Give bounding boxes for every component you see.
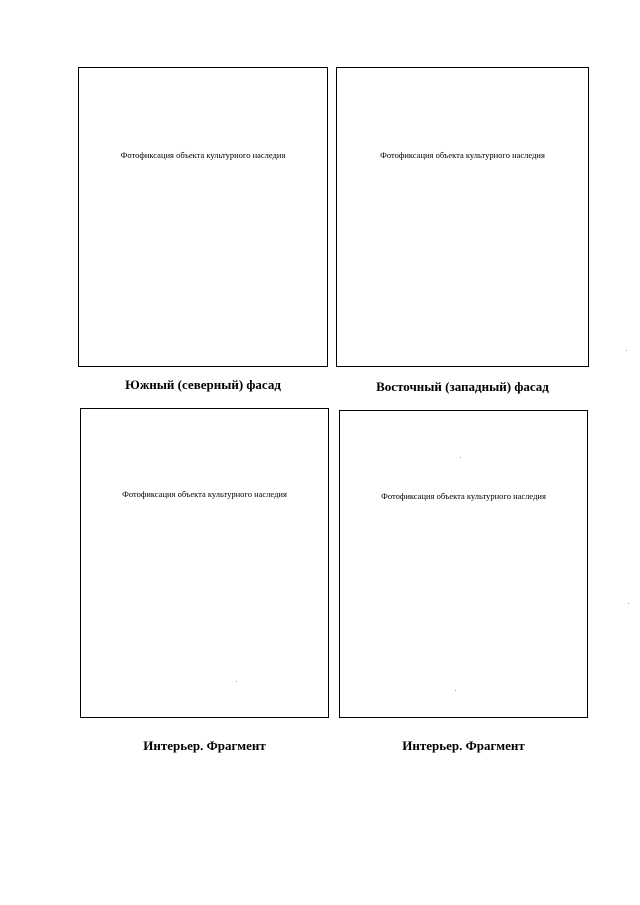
photo-caption-interior-fragment-2: Интерьер. Фрагмент	[402, 738, 525, 753]
photo-placeholder-text: Фотофиксация объекта культурного наследия	[381, 491, 546, 501]
scan-speck	[460, 457, 461, 458]
scan-speck	[236, 681, 237, 682]
photo-placeholder-text: Фотофиксация объекта культурного наследия	[380, 150, 545, 160]
photo-placeholder-text: Фотофиксация объекта культурного наследия	[120, 150, 286, 160]
scan-speck	[626, 350, 627, 351]
photo-frame-east-facade	[336, 67, 589, 367]
photo-caption-south-facade: Южный (северный) фасад	[125, 377, 281, 392]
photo-caption-interior-fragment-1: Интерьер. Фрагмент	[143, 738, 266, 753]
photo-frame-interior-fragment-2	[339, 410, 588, 718]
scan-speck	[628, 603, 629, 604]
scan-speck	[455, 690, 456, 691]
photo-placeholder-text: Фотофиксация объекта культурного наследия	[122, 489, 287, 499]
photo-caption-east-facade: Восточный (западный) фасад	[376, 379, 549, 394]
photo-frame-south-facade	[78, 67, 328, 367]
photo-frame-interior-fragment-1	[80, 408, 329, 718]
